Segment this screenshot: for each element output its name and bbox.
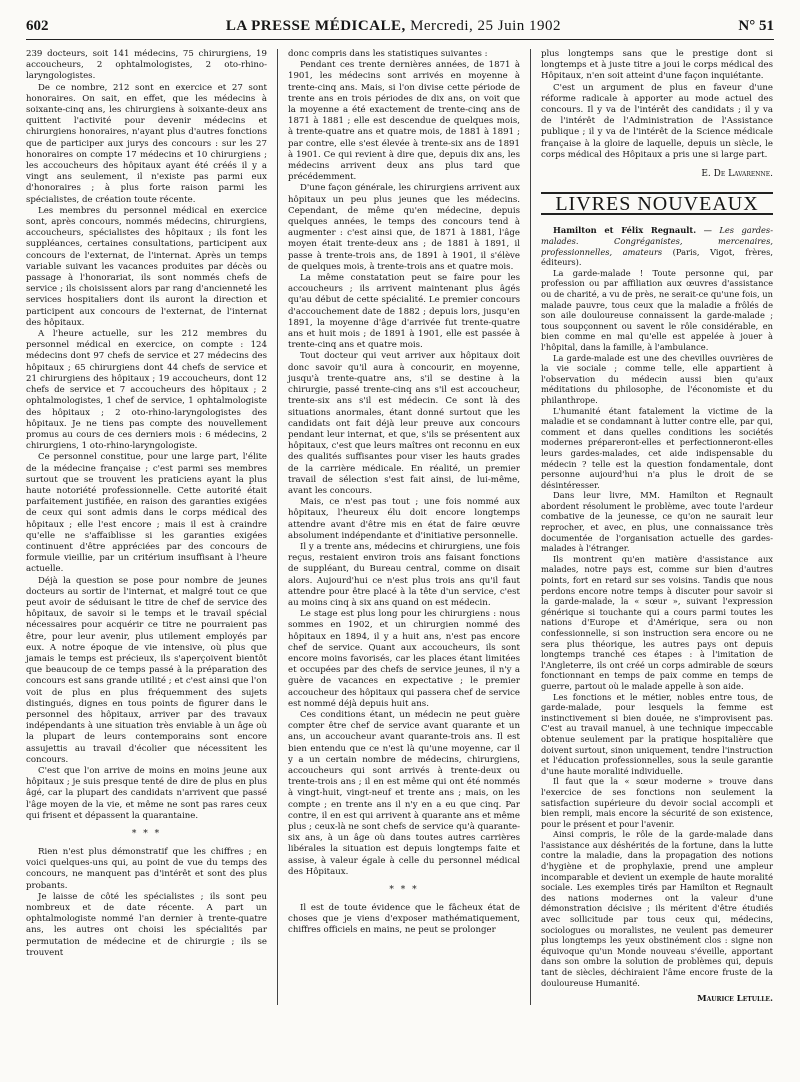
paragraph: donc compris dans les statistiques suivantes : bbox=[288, 49, 488, 59]
journal-name: LA PRESSE MÉDICALE, bbox=[225, 18, 406, 34]
review-heading bbox=[541, 225, 773, 267]
column-2 bbox=[277, 49, 520, 1005]
article-columns bbox=[26, 49, 774, 1005]
section-title: LIVRES NOUVEAUX bbox=[541, 192, 773, 215]
paragraph: Tout docteur qui veut arriver aux hôpitaux doit donc savoir qu'il aura à concourir, en moyenne, jusqu'à trente-quatre ans, s'il se destine à la chirurgie, passé trente-cinq ans s'il est accoucheur, trente-six ans s'il est médecin. Ce sont là des situations anormales, étant donné surtout que les candidats ont fait déjà leur preuve aux concours pendant leur internat, et que, s'ils se présentent aux hôpitaux, c'est que leurs maîtres ont reconnu en eux des qualités suffisantes pour viser les hauts grades de la carrière médicale. En réalité, un premier travail de sélection s'est fait ainsi, de lui-même, avant les concours. bbox=[288, 351, 520, 496]
paragraph: L'humanité étant fatalement la victime de la maladie et se condamnant à lutter contre elle, par qui, comment et dans quelles conditions les sociétés modernes prépareront-elles et perfectionneront-elles leurs gardes-malades, cet aide indispensable du médecin ? telle est la question fondamentale, dont personne aujourd'hui n'a plus le droit de se désintéresser. bbox=[541, 405, 773, 490]
paragraph: Mais, ce n'est pas tout ; une fois nommé aux hôpitaux, l'heureux élu doit encore longtemps attendre avant d'être mis en état de faire œuvre absolument indépendante et d'initiative personnelle. bbox=[288, 497, 520, 541]
book-review bbox=[541, 225, 773, 1004]
section-separator: * * * bbox=[389, 885, 419, 896]
section-separator: * * * bbox=[131, 829, 162, 840]
paragraph: Les fonctions et le métier, nobles entre tous, de garde-malade, pour lesquels la femme est instinctivement si bien douée, ne s'improvisent pas. C'est au travail manuel, à une technique impeccable obtenue seulement par la pratique hospitalière que doivent surtout, sinon uniquement, tendre l'instruction et l'éducation professionnelles, sous la seule garantie d'une haute moralité individuelle. bbox=[541, 691, 773, 776]
paragraph: 239 docteurs, soit 141 médecins, 75 chirurgiens, 19 accoucheurs, 2 ophtalmologistes, 2 oto-rhino-laryngologistes. bbox=[26, 49, 267, 82]
article-conclusion bbox=[541, 49, 773, 161]
paragraph: Il est de toute évidence que le fâcheux état de choses que je viens d'exposer mathématiquement, chiffres officiels en mains, ne peut se prolonger bbox=[288, 903, 520, 936]
column-1 bbox=[26, 49, 267, 1005]
paragraph: Les membres du personnel médical en exercice sont, après concours, nommés médecins, chirurgiens, accoucheurs, spécialistes des hôpitaux ; ils font les suppléances, certaines consultations, participent aux concours de l'externat, de l'internat. Après un temps variable suivant les vacances produites par décès ou passage à l'honorariat, ils sont nommés chefs de service ; ils choisissent alors par rang d'ancienneté les services hospitaliers dont ils auront la direction et participent aux concours de l'externat, de l'internat des hôpitaux. bbox=[26, 205, 267, 328]
column-3 bbox=[530, 49, 773, 1005]
paragraph: La même constatation peut se faire pour les accoucheurs ; ils arrivent maintenant plus âgés qu'au début de cette spécialité. Le premier concours d'accouchement date de 1882 ; depuis lors, jusqu'en 1891, la moyenne d'âge d'arrivée fut trente-quatre ans et huit mois ; de 1891 à 1901, elle est passée à trente-cinq ans et quatre mois. bbox=[288, 273, 520, 351]
paragraph: D'une façon générale, les chirurgiens arrivent aux hôpitaux un peu plus jeunes que les médecins. Cependant, de même qu'en médecine, depuis quelques années, le temps des concours tend à augmenter : c'est ainsi que, de 1871 à 1881, l'âge moyen était trente-deux ans ; de 1881 à 1891, il passe à trente-trois ans, de 1891 à 1901, il s'élève de quelques mois, à trente-trois ans et quatre mois. bbox=[288, 183, 520, 272]
paragraph: C'est que l'on arrive de moins en moins jeune aux hôpitaux ; je suis presque tenté de dire de plus en plus âgé, car la plupart des candidats n'arrivent que passé l'âge moyen de la vie, et même ne sont pas rares ceux qui frisent et dépassent la quarantaine. bbox=[26, 766, 267, 821]
paragraph: De ce nombre, 212 sont en exercice et 27 sont honoraires. On sait, en effet, que les médecins à soixante-cinq ans, les chirurgiens à soixante-deux ans quittent l'activité pour devenir médecins et chirurgiens honoraires, n'ayant plus d'autres fonctions que de participer aux jurys des concours : sur les 27 honoraires on compte 17 médecins et 10 chirurgiens ; les accoucheurs des hôpitaux ayant été créés il y a vingt ans seulement, il n'existe pas parmi eux d'honoraires ; à plus forte raison parmi les spécialistes, de création toute récente. bbox=[26, 82, 267, 205]
journal-title bbox=[226, 18, 561, 35]
paragraph: Dans leur livre, MM. Hamilton et Regnault abordent résolument le problème, avec toute l'ardeur combative de la jeunesse, ce qu'on ne saurait leur reprocher, et avec, en plus, une connaissance très documentée de l'organisation actuelle des gardes-malades à l'étranger. bbox=[541, 490, 773, 554]
issue-date: Mercredi, 25 Juin 1902 bbox=[410, 18, 562, 34]
paragraph: Il y a trente ans, médecins et chirurgiens, une fois reçus, restaient environ trois ans faisant fonctions de suppléant, du Bureau central, comme on disait alors. Aujourd'hui ce n'est plus trois ans qu'il faut attendre pour être placé à la tête d'un service, c'est au moins cinq à six ans quand on est médecin. bbox=[288, 541, 520, 608]
review-signature: Maurice Letulle. bbox=[697, 994, 773, 1005]
paragraph: A l'heure actuelle, sur les 212 membres du personnel médical en exercice, on compte : 124 médecins dont 97 chefs de service et 27 médecins des hôpitaux ; 65 chirurgiens dont 44 chefs de service et 21 chirurgiens des hôpitaux ; 19 accoucheurs, dont 12 chefs de service et 7 accoucheurs des hôpitaux ; 2 ophtalmologistes, 1 chef de service, 1 ophtalmologiste des hôpitaux ; 2 oto-rhino-laryngologistes des hôpitaux. Je ne tiens pas compte des nouvellement promus au cours de ces derniers mois : 6 médecins, 2 chirurgiens, 1 oto-rhino-laryngologiste. bbox=[26, 329, 267, 452]
masthead bbox=[26, 18, 774, 40]
paragraph: Rien n'est plus démonstratif que les chiffres ; en voici quelques-uns qui, au point de vue du temps des concours, ne manquent pas d'intérêt et sont des plus probants. bbox=[26, 847, 267, 891]
paragraph: plus longtemps sans que le prestige dont si longtemps et à juste titre a joui le corps médical des Hôpitaux, n'en soit atteint d'une façon inquiétante. bbox=[541, 49, 773, 82]
paragraph: C'est un argument de plus en faveur d'une réforme radicale à apporter au mode actuel des concours. Il y va de l'intérêt des candidats ; il y va de l'intérêt de l'Administration de l'Assistance publique ; il y va de l'intérêt de la Science médicale française à la gloire de laquelle, depuis un siècle, le corps médical des Hôpitaux a pris une si large part. bbox=[541, 82, 773, 160]
paragraph: Pendant ces trente dernières années, de 1871 à 1901, les médecins sont arrivés en moyenne à trente-cinq ans. Mais, si l'on divise cette période de trente ans en trois périodes de dix ans, on voit que la moyenne a été exactement de trente-cinq ans de 1871 à 1881 ; elle est descendue de quelques mois, à trente-quatre ans et quatre mois, de 1881 à 1891 ; par contre, elle s'est élevée à trente-six ans de 1891 à 1901. Ce qui revient à dire que, depuis dix ans, les médecins arrivent deux ans plus tard que précédemment. bbox=[288, 60, 520, 183]
author-signature: E. De Lavarenne. bbox=[701, 169, 773, 180]
review-book-title: — Les gardes-malades. Congréganistes, mercenaires, professionnelles, amateurs bbox=[541, 225, 773, 257]
paragraph: La garde-malade est une des chevilles ouvrières de la vie sociale ; comme telle, elle appartient à l'observation du médecin aussi bien qu'aux méditations du philosophe, de l'économiste et du philanthrope. bbox=[541, 352, 773, 405]
paragraph: Déjà la question se pose pour nombre de jeunes docteurs au sortir de l'internat, et malgré tout ce que peut avoir de séduisant le titre de chef de service des hôpitaux, de savoir si le temps et le travail spécial nécessaires pour acquérir ce titre ne pourraient pas être, pour leur avenir, plus utilement employés par eux. A notre époque de vie intensive, où plus que jamais le temps est précieux, ils s'aperçoivent bientôt que beaucoup de ce temps passé à la préparation des concours est sans grande utilité ; et c'est ainsi que l'on voit de plus en plus fréquemment des sujets distingués, dignes en tous points de figurer dans le personnel des hôpitaux, arriver par des travaux indépendants à une situation très enviable à un âge où la plupart de leurs contemporains sont encore assujettis au travail d'écolier que nécessitent les concours. bbox=[26, 575, 267, 765]
paragraph: Le stage est plus long pour les chirurgiens : nous sommes en 1902, et un chirurgien nommé des hôpitaux en 1894, il y a huit ans, n'est pas encore chef de service. Quant aux accoucheurs, ils sont encore moins favorisés, car les places étant limitées et occupées par des chefs de service jeunes, il n'y a guère de vacances en expectative ; le premier accoucheur des hôpitaux qui passera chef de service est nommé déjà depuis huit ans. bbox=[288, 609, 520, 709]
paragraph: Ils montrent qu'en matière d'assistance aux malades, notre pays est, comme sur bien d'autres points, fort en retard sur ses voisins. Tandis que nous perdons encore notre temps à discuter pour savoir si la garde-malade, la « sœur », suivant l'expression générique si touchante qui a cours parmi toutes les nations d'Europe et d'Amérique, sera ou non confessionnelle, si son instruction sera encore ou ne sera plus théorique, les autres pays ont depuis longtemps tranché ces étapes : à l'imitation de l'Angleterre, ils ont créé un corps admirable de sœurs fonctionnant en temps de paix comme en temps de guerre, partout où le malade appelle à son aide. bbox=[541, 553, 773, 691]
page-number: 602 bbox=[26, 18, 49, 34]
paragraph: Ce personnel constitue, pour une large part, l'élite de la médecine française ; c'est parmi ses membres surtout que se trouvent les praticiens ayant la plus haute notoriété professionnelle. Cette autorité était parfaitement justifiée, en raison des garanties exigées de ceux qui sont admis dans le corps médical des hôpitaux ; elle l'est encore ; mais il est à craindre qu'elle ne s'affaiblisse si les garanties exigées continuent d'être appréciées par des concours de formule vieillie, par un critérium insuffisant à l'heure actuelle. bbox=[26, 452, 267, 575]
review-body bbox=[541, 268, 773, 988]
paragraph: Ainsi compris, le rôle de la garde-malade dans l'assistance aux déshérités de la fortune, dans la lutte contre la maladie, dans la propagation des notions d'hygiène et de prophylaxie, prend une ampleur incomparable et devient un exemple de haute moralité sociale. Les exemples tirés par Hamilton et Regnault des nations modernes ont la valeur d'une démonstration décisive ; ils méritent d'être étudiés avec sollicitude par tous ceux qui, médecins, sociologues ou moralistes, ne veulent pas demeurer plus longtemps les yeux obstinément clos : signe non équivoque qu'un Monde nouveau s'éveille, apportant dans son ombre la solution de problèmes qui, depuis tant de siècles, déchiraient l'âme encore fruste de la douloureuse Humanité. bbox=[541, 829, 773, 988]
review-authors: Hamilton et Félix Regnault. bbox=[553, 225, 697, 236]
review-publisher: (Paris, Vigot, frères, éditeurs). bbox=[541, 246, 773, 268]
paragraph: Il faut que la « sœur moderne » trouve dans l'exercice de ses fonctions non seulement la satisfaction supérieure du devoir social accompli et bien rempli, mais encore la sécurité de son existence, pour le présent et pour l'avenir. bbox=[541, 776, 773, 829]
paragraph: Je laisse de côté les spécialistes ; ils sont peu nombreux et de date récente. A part un ophtalmologiste nommé l'an dernier à trente-quatre ans, les autres ont choisi les spécialités par permutation de médecine et de chirurgie ; ils se trouvent bbox=[26, 891, 267, 958]
paragraph: La garde-malade ! Toute personne qui, par profession ou par affiliation aux œuvres d'assistance ou de charité, a vu de près, ne serait-ce qu'une fois, un malade pauvre, tous ceux que la maladie a frôlés de son aile douloureuse connaissent la garde-malade ; tous soupçonnent ou savent le rôle considérable, en bien comme en mal qu'elle est appelée à jouer à l'hôpital, dans la famille, à l'ambulance. bbox=[541, 267, 773, 352]
paragraph: Ces conditions étant, un médecin ne peut guère compter être chef de service avant quarante et un ans, un accoucheur avant quarante-trois ans. Il est bien entendu que ce n'est là qu'une moyenne, car il y a un certain nombre de médecins, chirurgiens, accoucheurs qui sont arrivés à trente-deux ou trente-trois ans ; il en est même qui ont été nommés à vingt-huit, vingt-neuf et trente ans ; mais, on les compte ; en trente ans il n'y en a eu que cinq. Par contre, il en est qui arrivent à quarante ans et même plus ; ceux-là ne sont chefs de service qu'à quarante-six ans, à un âge où dans toutes autres carrières libérales la situation est depuis longtemps faite et assise, à valeur égale à celle du personnel médical des Hôpitaux. bbox=[288, 709, 520, 877]
issue-number: N° 51 bbox=[738, 18, 774, 34]
